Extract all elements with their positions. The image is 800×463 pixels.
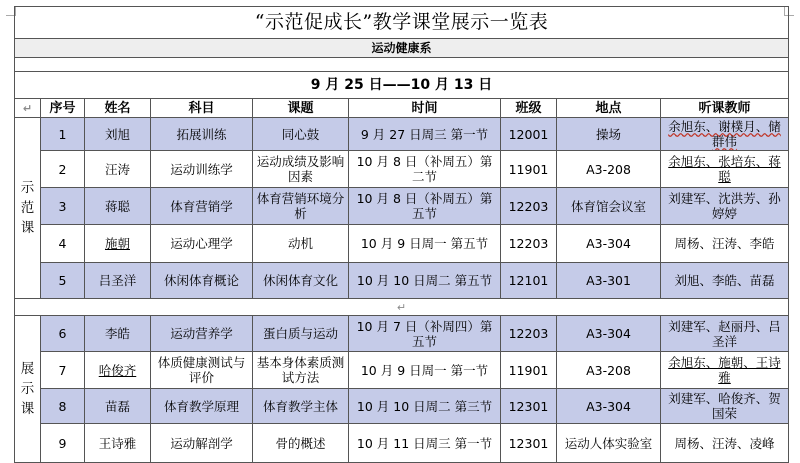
cell-topic: 蛋白质与运动 xyxy=(253,316,349,352)
department-name: 运动健康系 xyxy=(15,39,789,58)
cell-place: 操场 xyxy=(557,118,661,151)
cell-listeners: 刘建军、沈洪芳、孙婷婷 xyxy=(661,188,789,225)
table-row xyxy=(15,151,789,188)
paragraph-mark: ↵ xyxy=(15,299,789,316)
cell-subject: 运动训练学 xyxy=(151,151,253,188)
cell-subject: 运动解剖学 xyxy=(151,424,253,463)
cell-class: 12301 xyxy=(501,424,557,463)
table-row xyxy=(15,424,789,463)
cell-time: 10 月 7 日（补周四）第五节 xyxy=(349,316,501,352)
cell-place: A3-208 xyxy=(557,151,661,188)
header-subject: 科目 xyxy=(151,99,253,118)
cell-topic: 运动成绩及影响因素 xyxy=(253,151,349,188)
cell-class: 12101 xyxy=(501,263,557,299)
header-place: 地点 xyxy=(557,99,661,118)
cell-place: 体育馆会议室 xyxy=(557,188,661,225)
cell-name: 王诗雅 xyxy=(85,424,151,463)
date-range: 9 月 25 日——10 月 13 日 xyxy=(15,72,789,99)
cell-listeners: 余旭东、施朝、王诗雅 xyxy=(661,352,789,389)
cell-no: 9 xyxy=(41,424,85,463)
cell-name: 汪涛 xyxy=(85,151,151,188)
cell-time: 10 月 9 日周一 第五节 xyxy=(349,225,501,263)
schedule-table xyxy=(14,6,789,463)
cell-no: 3 xyxy=(41,188,85,225)
cell-class: 12203 xyxy=(501,316,557,352)
cell-no: 6 xyxy=(41,316,85,352)
cell-place: A3-208 xyxy=(557,352,661,389)
table-title: “示范促成长”教学课堂展示一览表 xyxy=(15,7,789,39)
cell-subject: 运动营养学 xyxy=(151,316,253,352)
header-row xyxy=(15,99,789,118)
cell-no: 8 xyxy=(41,389,85,424)
cell-class: 11901 xyxy=(501,352,557,389)
cell-name: 刘旭 xyxy=(85,118,151,151)
cell-subject: 体育教学原理 xyxy=(151,389,253,424)
cell-topic: 体育营销环境分析 xyxy=(253,188,349,225)
header-listeners: 听课教师 xyxy=(661,99,789,118)
cell-class: 12203 xyxy=(501,225,557,263)
group-label-show: 展示课 xyxy=(15,316,41,463)
table-row xyxy=(15,352,789,389)
cell-place: A3-304 xyxy=(557,389,661,424)
cell-listeners: 刘建军、赵丽丹、吕圣洋 xyxy=(661,316,789,352)
group-label-demo: 示范课 xyxy=(15,118,41,299)
table-row xyxy=(15,118,789,151)
cell-listeners: 周杨、汪涛、李皓 xyxy=(661,225,789,263)
table-row xyxy=(15,389,789,424)
cell-place: 运动人体实验室 xyxy=(557,424,661,463)
cell-time: 10 月 10 日周二 第三节 xyxy=(349,389,501,424)
table-row xyxy=(15,188,789,225)
header-name: 姓名 xyxy=(85,99,151,118)
cell-name: 吕圣洋 xyxy=(85,263,151,299)
cell-class: 12001 xyxy=(501,118,557,151)
cell-listeners: 周杨、汪涛、凌峰 xyxy=(661,424,789,463)
cell-topic: 体育教学主体 xyxy=(253,389,349,424)
cell-no: 4 xyxy=(41,225,85,263)
cell-time: 9 月 27 日周三 第一节 xyxy=(349,118,501,151)
header-time: 时间 xyxy=(349,99,501,118)
cell-class: 12203 xyxy=(501,188,557,225)
cell-topic: 动机 xyxy=(253,225,349,263)
cell-no: 5 xyxy=(41,263,85,299)
cell-topic: 骨的概述 xyxy=(253,424,349,463)
cell-time: 10 月 9 日周一 第一节 xyxy=(349,352,501,389)
cell-subject: 体质健康测试与评价 xyxy=(151,352,253,389)
cell-topic: 休闲体育文化 xyxy=(253,263,349,299)
cell-subject: 休闲体育概论 xyxy=(151,263,253,299)
table-row xyxy=(15,225,789,263)
cell-name: 哈俊齐 xyxy=(85,352,151,389)
header-class: 班级 xyxy=(501,99,557,118)
cell-subject: 拓展训练 xyxy=(151,118,253,151)
table-row xyxy=(15,316,789,352)
cell-place: A3-304 xyxy=(557,316,661,352)
cell-time: 10 月 8 日（补周五）第二节 xyxy=(349,151,501,188)
cell-name: 李皓 xyxy=(85,316,151,352)
cell-listeners: 刘旭、李皓、苗磊 xyxy=(661,263,789,299)
cell-name: 施朝 xyxy=(85,225,151,263)
cell-listeners: 刘建军、哈俊齐、贺国荣 xyxy=(661,389,789,424)
cell-no: 7 xyxy=(41,352,85,389)
cell-time: 10 月 10 日周二 第五节 xyxy=(349,263,501,299)
header-no: 序号 xyxy=(41,99,85,118)
blank-row xyxy=(15,58,789,72)
cell-time: 10 月 11 日周三 第一节 xyxy=(349,424,501,463)
cell-place: A3-304 xyxy=(557,225,661,263)
paragraph-mark: ↵ xyxy=(15,99,41,118)
cell-time: 10 月 8 日（补周五）第五节 xyxy=(349,188,501,225)
separator-row xyxy=(15,299,789,316)
cell-topic: 同心鼓 xyxy=(253,118,349,151)
cell-name: 蒋聪 xyxy=(85,188,151,225)
cell-listeners: 余旭东、张培东、蒋聪 xyxy=(661,151,789,188)
cell-name: 苗磊 xyxy=(85,389,151,424)
header-topic: 课题 xyxy=(253,99,349,118)
cell-subject: 运动心理学 xyxy=(151,225,253,263)
cell-class: 12301 xyxy=(501,389,557,424)
cell-no: 2 xyxy=(41,151,85,188)
cell-listeners: 余旭东、谢樸月、储群伟 xyxy=(661,118,789,151)
table-row xyxy=(15,263,789,299)
cell-place: A3-301 xyxy=(557,263,661,299)
cell-class: 11901 xyxy=(501,151,557,188)
cell-no: 1 xyxy=(41,118,85,151)
cell-subject: 体育营销学 xyxy=(151,188,253,225)
cell-topic: 基本身体素质测试方法 xyxy=(253,352,349,389)
